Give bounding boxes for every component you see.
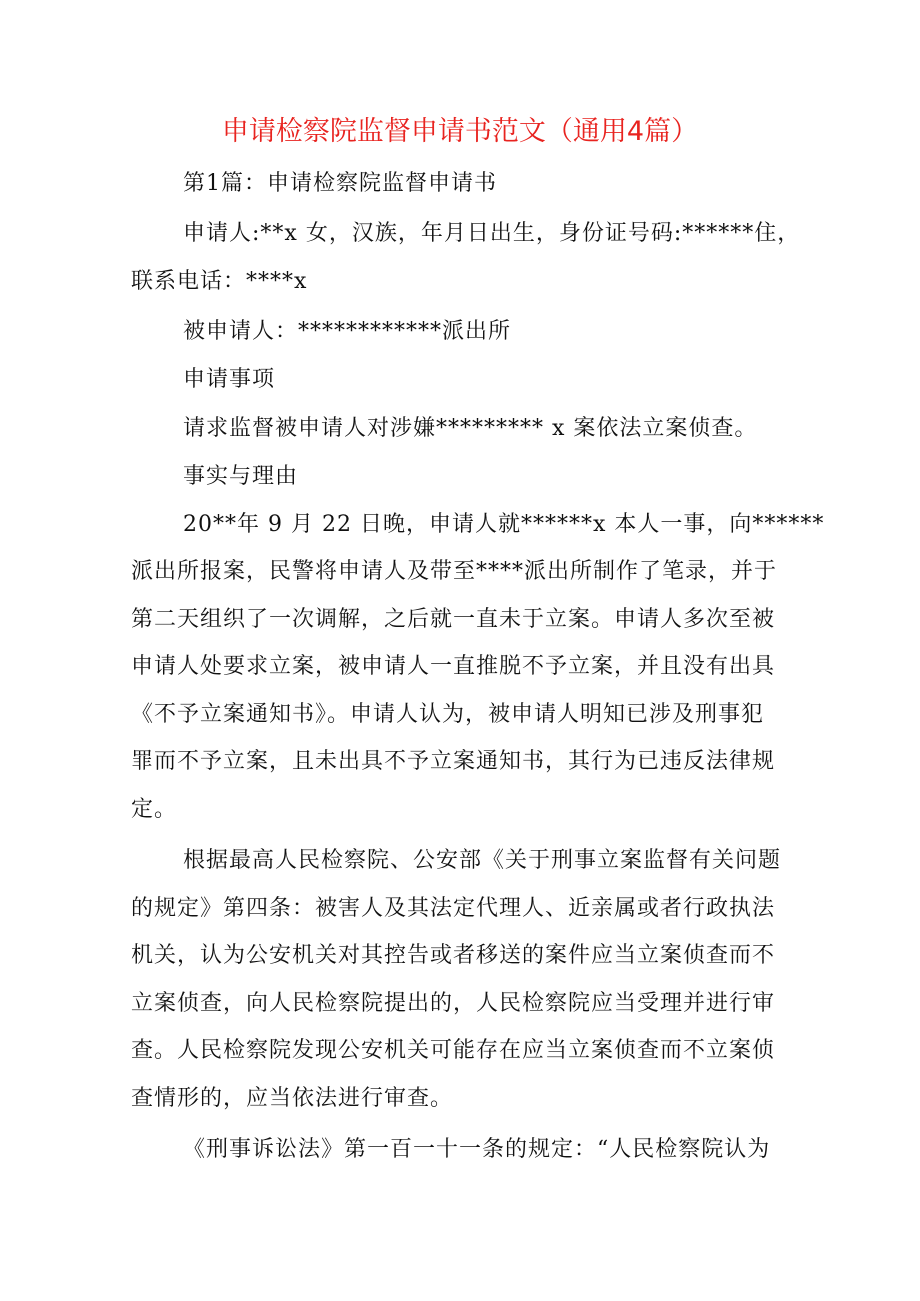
paragraph-line: 请求监督被申请人对涉嫌********* x 案依法立案侦查。 — [183, 416, 758, 441]
paragraph-line: 罪而不予立案，且未出具不予立案通知书，其行为已违反法律规 — [131, 749, 776, 774]
paragraph-line: 20**年 9 月 22 日晚，申请人就******x 本人一事，向****** — [183, 512, 825, 537]
paragraph-line: 被申请人：************派出所 — [183, 319, 512, 344]
paragraph-line: 机关，认为公安机关对其控告或者移送的案件应当立案侦查而不 — [131, 943, 776, 968]
paragraph-line: 立案侦查，向人民检察院提出的，人民检察院应当受理并进行审 — [131, 991, 776, 1016]
paragraph-line: 查情形的，应当依法进行审查。 — [131, 1086, 454, 1111]
paragraph-line: 《刑事诉讼法》第一百一十一条的规定：“人民检察院认为 — [183, 1137, 771, 1162]
document-title: 申请检察院监督申请书范文（通用4篇） — [221, 116, 699, 147]
paragraph-line: 《不予立案通知书》。申请人认为，被申请人明知已涉及刑事犯 — [131, 702, 765, 727]
paragraph-line: 查。人民检察院发现公安机关可能存在应当立案侦查而不立案侦 — [131, 1038, 776, 1063]
paragraph-line: 第二天组织了一次调解，之后就一直未于立案。申请人多次至被 — [131, 607, 776, 632]
paragraph-line: 申请人处要求立案，被申请人一直推脱不予立案，并且没有出具 — [131, 654, 776, 679]
section-heading: 第1篇：申请检察院监督申请书 — [183, 171, 497, 196]
paragraph-line: 申请人:**x 女，汉族，年月日出生，身份证号码:******住， — [183, 221, 801, 246]
paragraph-line: 根据最高人民检察院、公安部《关于刑事立案监督有关问题 — [183, 848, 782, 873]
paragraph-line: 定。 — [131, 797, 178, 822]
paragraph-line: 联系电话：****x — [131, 269, 308, 294]
paragraph-line: 的规定》第四条：被害人及其法定代理人、近亲属或者行政执法 — [131, 896, 776, 921]
subheading: 申请事项 — [183, 367, 276, 392]
paragraph-line: 派出所报案，民警将申请人及带至****派出所制作了笔录，并于 — [131, 559, 778, 584]
subheading: 事实与理由 — [183, 464, 299, 489]
